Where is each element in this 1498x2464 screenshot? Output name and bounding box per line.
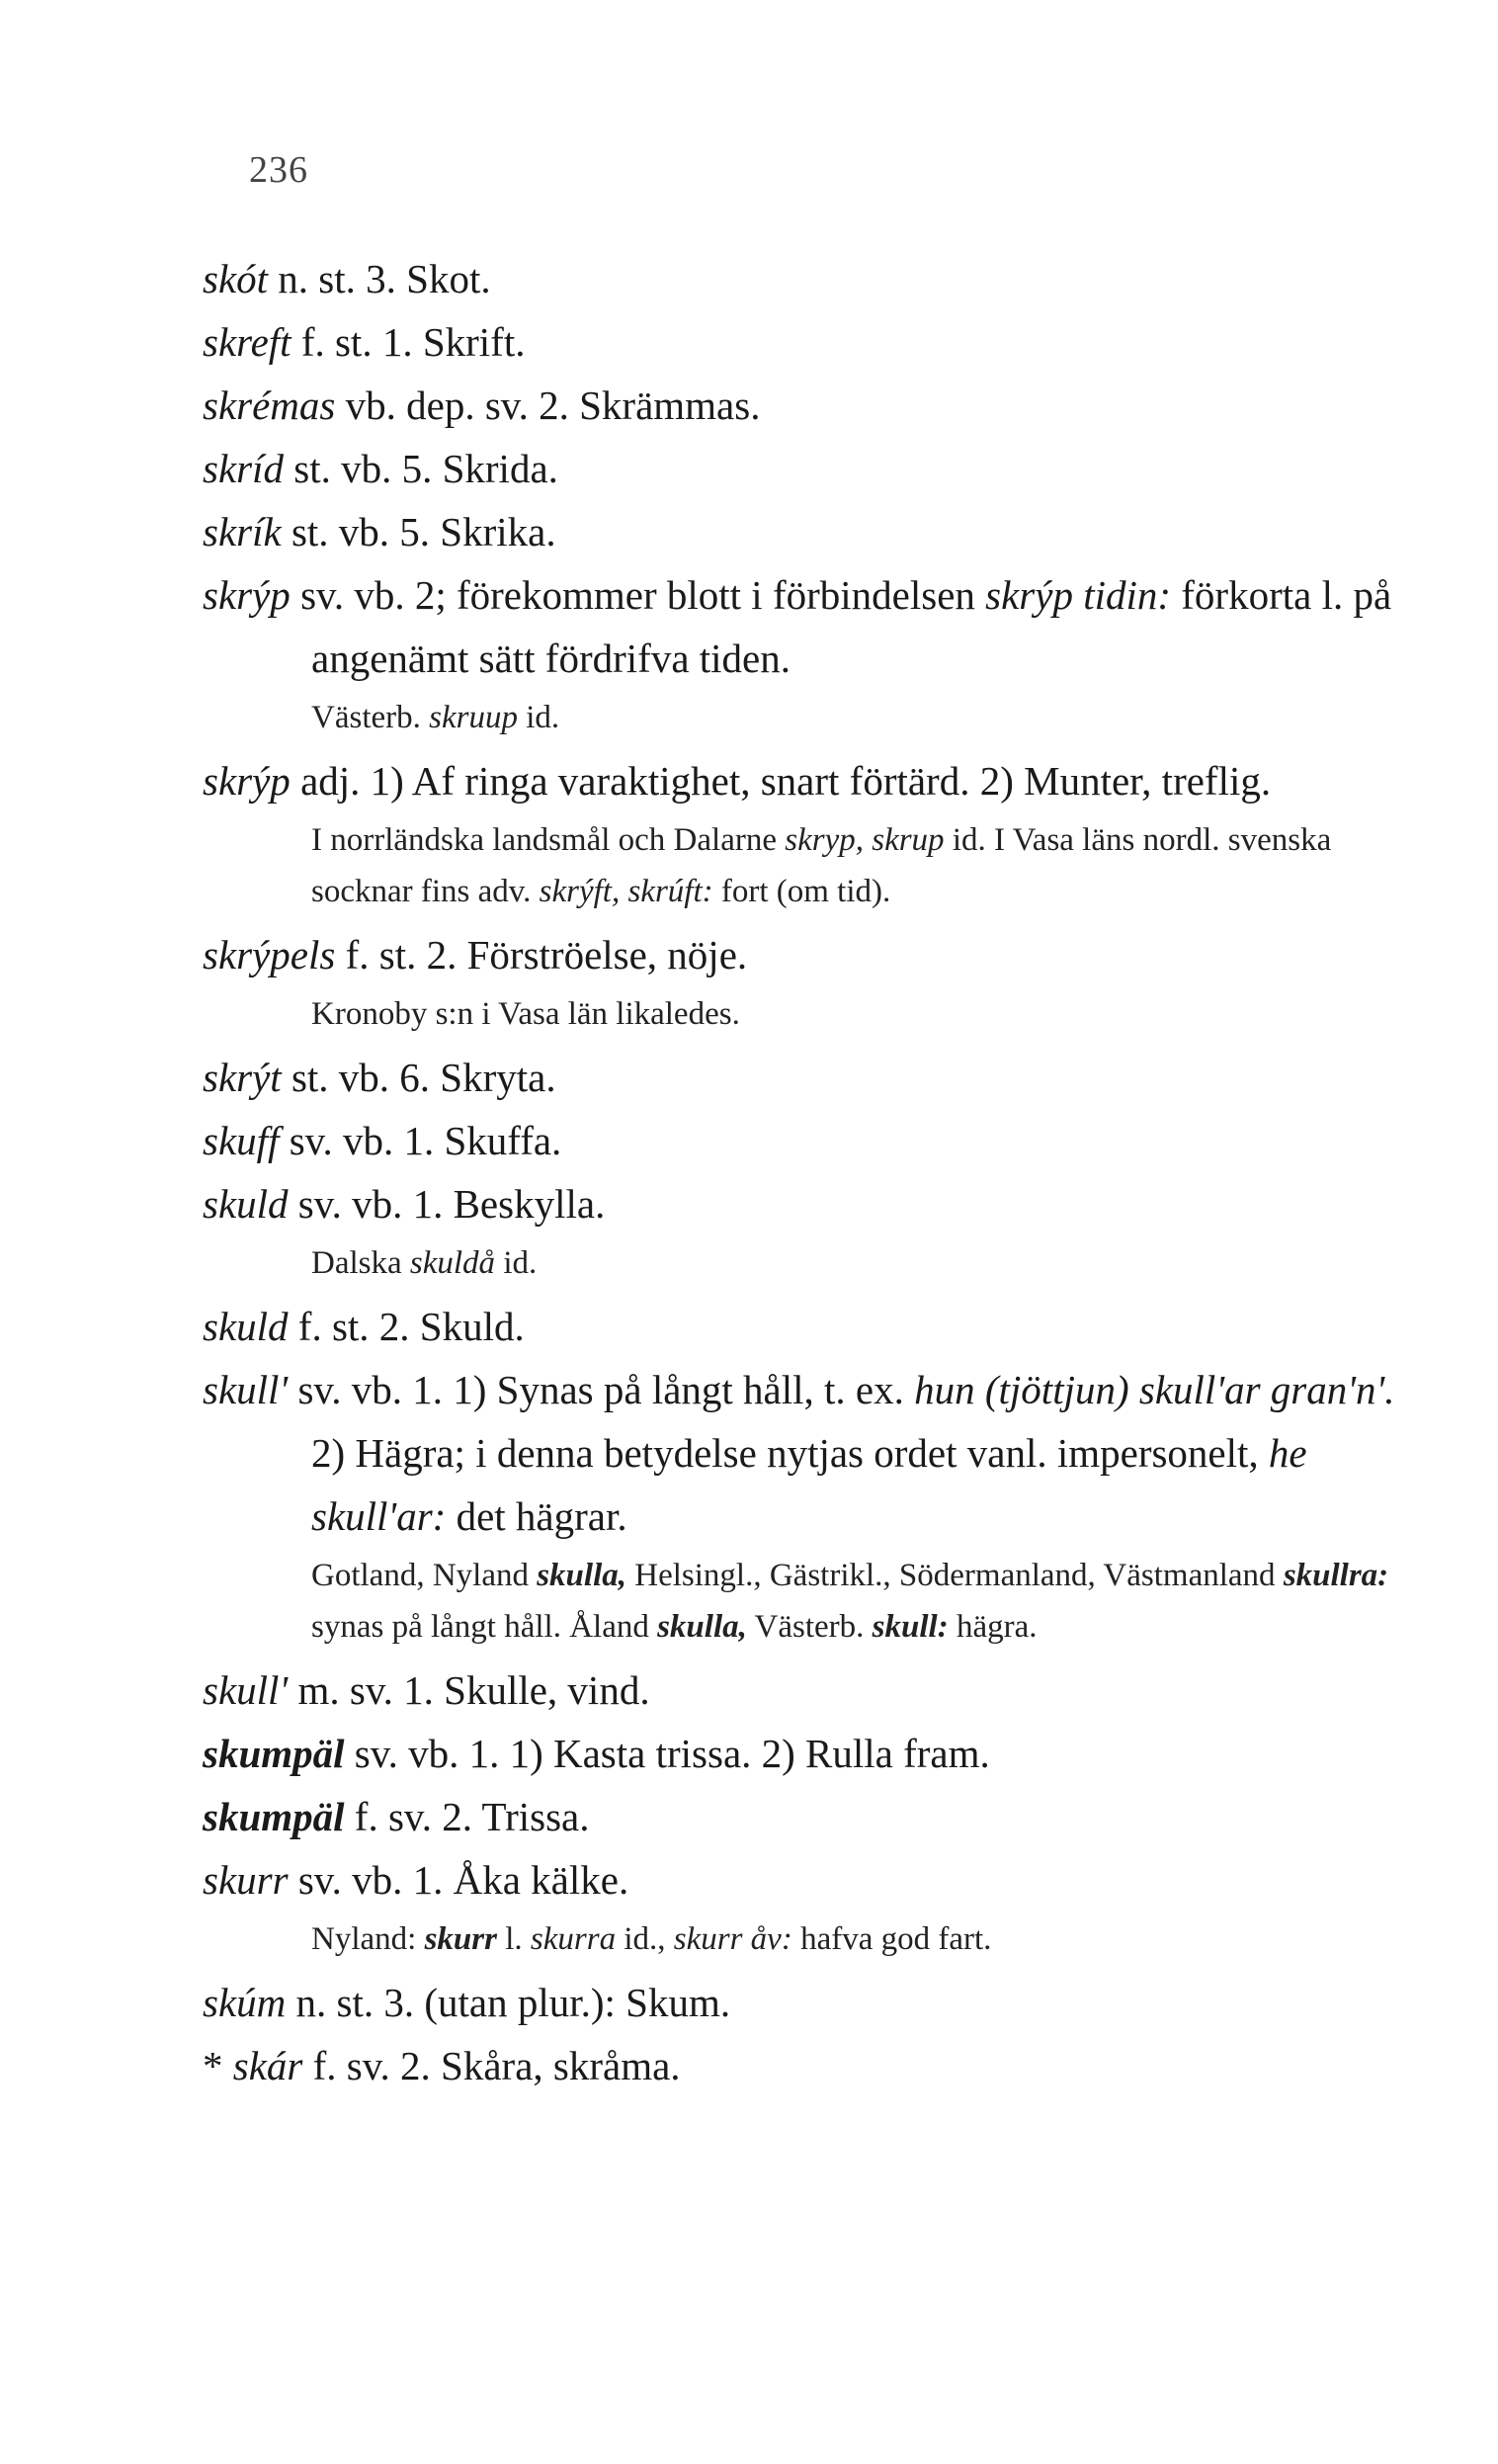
note-text: Kronoby s:n i Vasa län likaledes. bbox=[311, 996, 740, 1032]
headword: skull' bbox=[203, 1667, 289, 1713]
entry-text: adj. 1) Af ringa varaktighet, snart förtärd. 2) Munter, treflig. bbox=[290, 758, 1272, 804]
headword: skull' bbox=[203, 1367, 289, 1412]
dialect-form: skull: bbox=[872, 1609, 949, 1645]
dictionary-content bbox=[203, 247, 1408, 2097]
headword: skrýpels bbox=[203, 932, 336, 977]
headword: skrýt bbox=[203, 1055, 282, 1100]
headword: skrík bbox=[203, 509, 282, 554]
entry-text: sv. vb. 1. 1) Synas på långt håll, t. ex. bbox=[288, 1367, 915, 1412]
note-text: hägra. bbox=[948, 1609, 1038, 1645]
dialect-note bbox=[203, 988, 1408, 1040]
entry-text: n. st. 3. (utan plur.): Skum. bbox=[286, 1980, 731, 2025]
dialect-note bbox=[203, 1550, 1408, 1653]
note-text: synas på långt håll. Åland bbox=[311, 1609, 658, 1645]
headword: skrýp bbox=[203, 758, 291, 804]
entry-text: vb. dep. sv. 2. Skrämmas. bbox=[335, 382, 761, 428]
dictionary-entry bbox=[203, 1358, 1408, 1548]
dialect-form: skruup bbox=[429, 700, 518, 735]
headword: skumpäl bbox=[203, 1794, 345, 1839]
dictionary-entry bbox=[203, 310, 1408, 374]
dialect-form: skryp, skrup bbox=[785, 822, 945, 858]
dialect-form: skurra bbox=[530, 1921, 617, 1957]
note-text: id. bbox=[517, 700, 560, 735]
note-text: Dalska bbox=[311, 1245, 410, 1281]
dialect-form: skulla, bbox=[657, 1609, 747, 1645]
dialect-form: skrýft, skrúft: bbox=[539, 874, 713, 909]
dictionary-entry bbox=[203, 1658, 1408, 1722]
dictionary-entry bbox=[203, 749, 1408, 812]
example-phrase: hun (tjöttjun) skull'ar gran'n'. bbox=[914, 1367, 1395, 1412]
entry-text: f. st. 2. Förströelse, nöje. bbox=[335, 932, 748, 977]
dictionary-entry bbox=[203, 1295, 1408, 1358]
dialect-form: skullra: bbox=[1283, 1558, 1389, 1593]
note-text: Helsingl., Gästrikl., Södermanland, Västmanland bbox=[626, 1558, 1284, 1593]
headword: skumpäl bbox=[203, 1731, 345, 1776]
entry-text: förkorta l. på angenämt sätt fördrifva tiden. bbox=[311, 572, 1392, 681]
note-text: Nyland: bbox=[311, 1921, 425, 1957]
headword: skrýp bbox=[203, 572, 291, 618]
note-text: id., bbox=[616, 1921, 674, 1957]
note-text: Gotland, Nyland bbox=[311, 1558, 538, 1593]
dictionary-entry bbox=[203, 1722, 1408, 1785]
entry-text: f. st. 2. Skuld. bbox=[288, 1304, 525, 1349]
dialect-note bbox=[203, 814, 1408, 917]
entry-text: f. sv. 2. Trissa. bbox=[344, 1794, 590, 1839]
dialect-form: skurr åv: bbox=[673, 1921, 792, 1957]
dictionary-entry bbox=[203, 437, 1408, 500]
headword: skót bbox=[203, 256, 269, 301]
asterisk-marker: * bbox=[203, 2043, 233, 2088]
note-text: Västerb. bbox=[311, 700, 430, 735]
dialect-note bbox=[203, 692, 1408, 743]
entry-text: sv. vb. 1. Beskylla. bbox=[288, 1181, 606, 1227]
dictionary-entry bbox=[203, 1971, 1408, 2034]
dictionary-entry bbox=[203, 1172, 1408, 1235]
page-number: 236 bbox=[249, 149, 308, 191]
dictionary-entry bbox=[203, 247, 1408, 310]
dictionary-entry bbox=[203, 563, 1408, 690]
dictionary-entry bbox=[203, 923, 1408, 986]
dictionary-entry bbox=[203, 500, 1408, 563]
headword: skuff bbox=[203, 1118, 280, 1163]
entry-text: f. st. 1. Skrift. bbox=[291, 319, 526, 365]
example-phrase: skrýp tidin: bbox=[985, 572, 1172, 618]
entry-text: sv. vb. 1. Skuffa. bbox=[279, 1118, 562, 1163]
entry-text: m. sv. 1. Skulle, vind. bbox=[288, 1667, 650, 1713]
headword: skuld bbox=[203, 1304, 289, 1349]
note-text: l. bbox=[496, 1921, 531, 1957]
dictionary-entry bbox=[203, 1046, 1408, 1109]
dialect-note bbox=[203, 1913, 1408, 1965]
headword: skuld bbox=[203, 1181, 289, 1227]
headword: skríd bbox=[203, 446, 284, 491]
entry-text: sv. vb. 1. 1) Kasta trissa. 2) Rulla fram. bbox=[344, 1731, 990, 1776]
dialect-form: skulla, bbox=[537, 1558, 627, 1593]
note-text: fort (om tid). bbox=[712, 874, 891, 909]
note-text: Västerb. bbox=[746, 1609, 873, 1645]
note-text: id. bbox=[495, 1245, 538, 1281]
note-text: hafva god fart. bbox=[791, 1921, 992, 1957]
dictionary-entry bbox=[203, 1785, 1408, 1848]
entry-text: n. st. 3. Skot. bbox=[268, 256, 491, 301]
note-text: I norrländska landsmål och Dalarne bbox=[311, 822, 786, 858]
entry-text: st. vb. 5. Skrida. bbox=[284, 446, 558, 491]
headword: skreft bbox=[203, 319, 291, 365]
headword: skurr bbox=[203, 1857, 289, 1903]
headword: skár bbox=[232, 2043, 303, 2088]
entry-text: f. sv. 2. Skåra, skråma. bbox=[302, 2043, 681, 2088]
entry-text: 2) Hägra; i denna betydelse nytjas ordet vanl. impersonelt, bbox=[311, 1430, 1269, 1476]
headword: skúm bbox=[203, 1980, 287, 2025]
dictionary-entry bbox=[203, 2034, 1408, 2097]
dictionary-entry bbox=[203, 1109, 1408, 1172]
entry-text: det hägrar. bbox=[446, 1493, 627, 1539]
note-text: id. I Vasa läns nordl. svenska socknar fins adv. bbox=[311, 822, 1332, 909]
dictionary-entry bbox=[203, 1848, 1408, 1912]
entry-text: sv. vb. 2; förekommer blott i förbindelsen bbox=[290, 572, 986, 618]
dialect-note bbox=[203, 1237, 1408, 1289]
entry-text: sv. vb. 1. Åka kälke. bbox=[288, 1857, 629, 1903]
dialect-form: skurr bbox=[424, 1921, 497, 1957]
dictionary-entry bbox=[203, 374, 1408, 437]
dialect-form: skuldå bbox=[409, 1245, 496, 1281]
headword: skrémas bbox=[203, 382, 336, 428]
example-phrase: he skull'ar: bbox=[311, 1430, 1307, 1539]
entry-text: st. vb. 6. Skryta. bbox=[281, 1055, 556, 1100]
entry-text: st. vb. 5. Skrika. bbox=[281, 509, 556, 554]
